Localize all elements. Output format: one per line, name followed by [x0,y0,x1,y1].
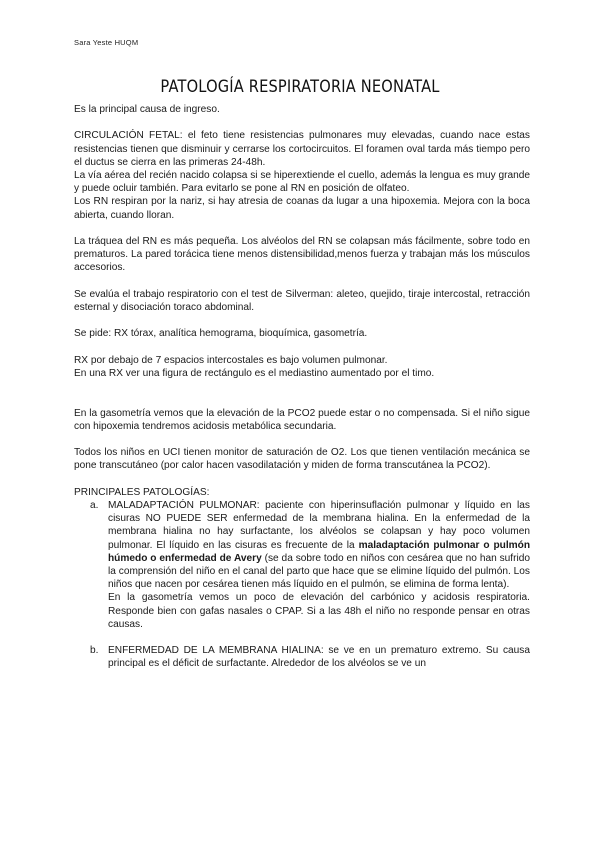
tests-paragraph: Se pide: RX tórax, analítica hemograma, bioquímica, gasometría. [74,328,368,340]
nasal-breathing-paragraph: Los RN respiran por la nariz, si hay atresia de coanas da lugar a una hipoxemia. Mejora con la boca abierta, cuando lloran. [74,196,530,221]
intro-paragraph: Es la principal causa de ingreso. [74,104,220,115]
airway-paragraph: La vía aérea del recién nacido colapsa si se hiperextiende el cuello, además la lengua es muy grande y puede ocluir también. Para evitarlo se pone al RN en posición de olfateo. [74,170,530,195]
maladaptation-bold-term: maladaptación pulmonar o pulmón húmedo o enfermedad de Avery [108,539,531,564]
maladaptation-text-part1: MALADAPTACIÓN PULMONAR: paciente con hiperinsuflación pulmonar y líquido en las cisuras NO PUEDE SER enfermedad de la membrana hialina. En la enfermedad de la membrana hialina no hay surfactante, los alvéolos se colapsan y hay poco volumen pulmonar. El líquido en las cisuras es frecuente de la [108,499,530,551]
rx-volume-paragraph: RX por debajo de 7 espacios intercostales es bajo volumen pulmonar. [74,354,388,366]
maladaptation-text [108,499,530,591]
list-marker: a. [90,499,99,511]
gasometry-paragraph: En la gasometría vemos que la elevación de la PCO2 puede estar o no compensada. Si el niño sigue con hipoxemia tendremos acidosis metabólica secundaria. [74,407,530,432]
list-item [74,499,530,631]
hyaline-membrane-text: ENFERMEDAD DE LA MEMBRANA HIALINA: se ve en un prematuro extremo. Su causa principal es el déficit de surfactante. Alrededor de los alvéolos se ve un [108,645,530,670]
fetal-circulation-paragraph: CIRCULACIÓN FETAL: el feto tiene resistencias pulmonares muy elevadas, cuando nace estas resistencias tienen que disminuir y cerrarse los cortocircuitos. El foramen oval tarda más tiempo pero el ductus se cierra en las primeras 24-48h. [74,130,530,168]
document-body [74,103,530,671]
list-marker: b. [90,645,99,657]
maladaptation-text-part2: (se da sobre todo en niños con cesárea que no han sufrido la comprensión del niño en el canal del parto que hace que se elimine líquido del pulmón. Los niños que nacen por cesárea tienen más líquido en el pulmón, se elimina de forma lenta). [108,552,530,591]
pathologies-heading: PRINCIPALES PATOLOGÍAS: [74,486,210,498]
pathologies-list [74,499,530,671]
rx-mediastinum-paragraph: En una RX ver una figura de rectángulo es el mediastino aumentado por el timo. [74,367,435,379]
list-item [74,644,530,670]
header-author: Sara Yeste HUQM [74,38,139,47]
uci-monitor-paragraph: Todos los niños en UCI tienen monitor de saturación de O2. Los que tienen ventilación mecánica se pone transcutáneo (por calor hacen vasodilatación y miden de forma transcutánea la PCO2). [74,447,530,472]
page-title: PATOLOGÍA RESPIRATORIA NEONATAL [160,77,440,97]
silverman-paragraph: Se evalúa el trabajo respiratorio con el test de Silverman: aleteo, quejido, tiraje intercostal, retracción esternal y disociación toraco abdominal. [74,288,530,313]
trachea-paragraph: La tráquea del RN es más pequeña. Los alvéolos del RN se colapsan más fácilmente, sobre todo en prematuros. La pared torácica tiene menos distensibilidad,menos fuerza y trabajan más los músculos accesorios. [74,236,530,274]
maladaptation-gasometry-text: En la gasometría vemos un poco de elevación del carbónico y acidosis respiratoria. Responde bien con gafas nasales o CPAP. Si a las 48h el niño no responde pensar en otras causas. [108,592,530,630]
